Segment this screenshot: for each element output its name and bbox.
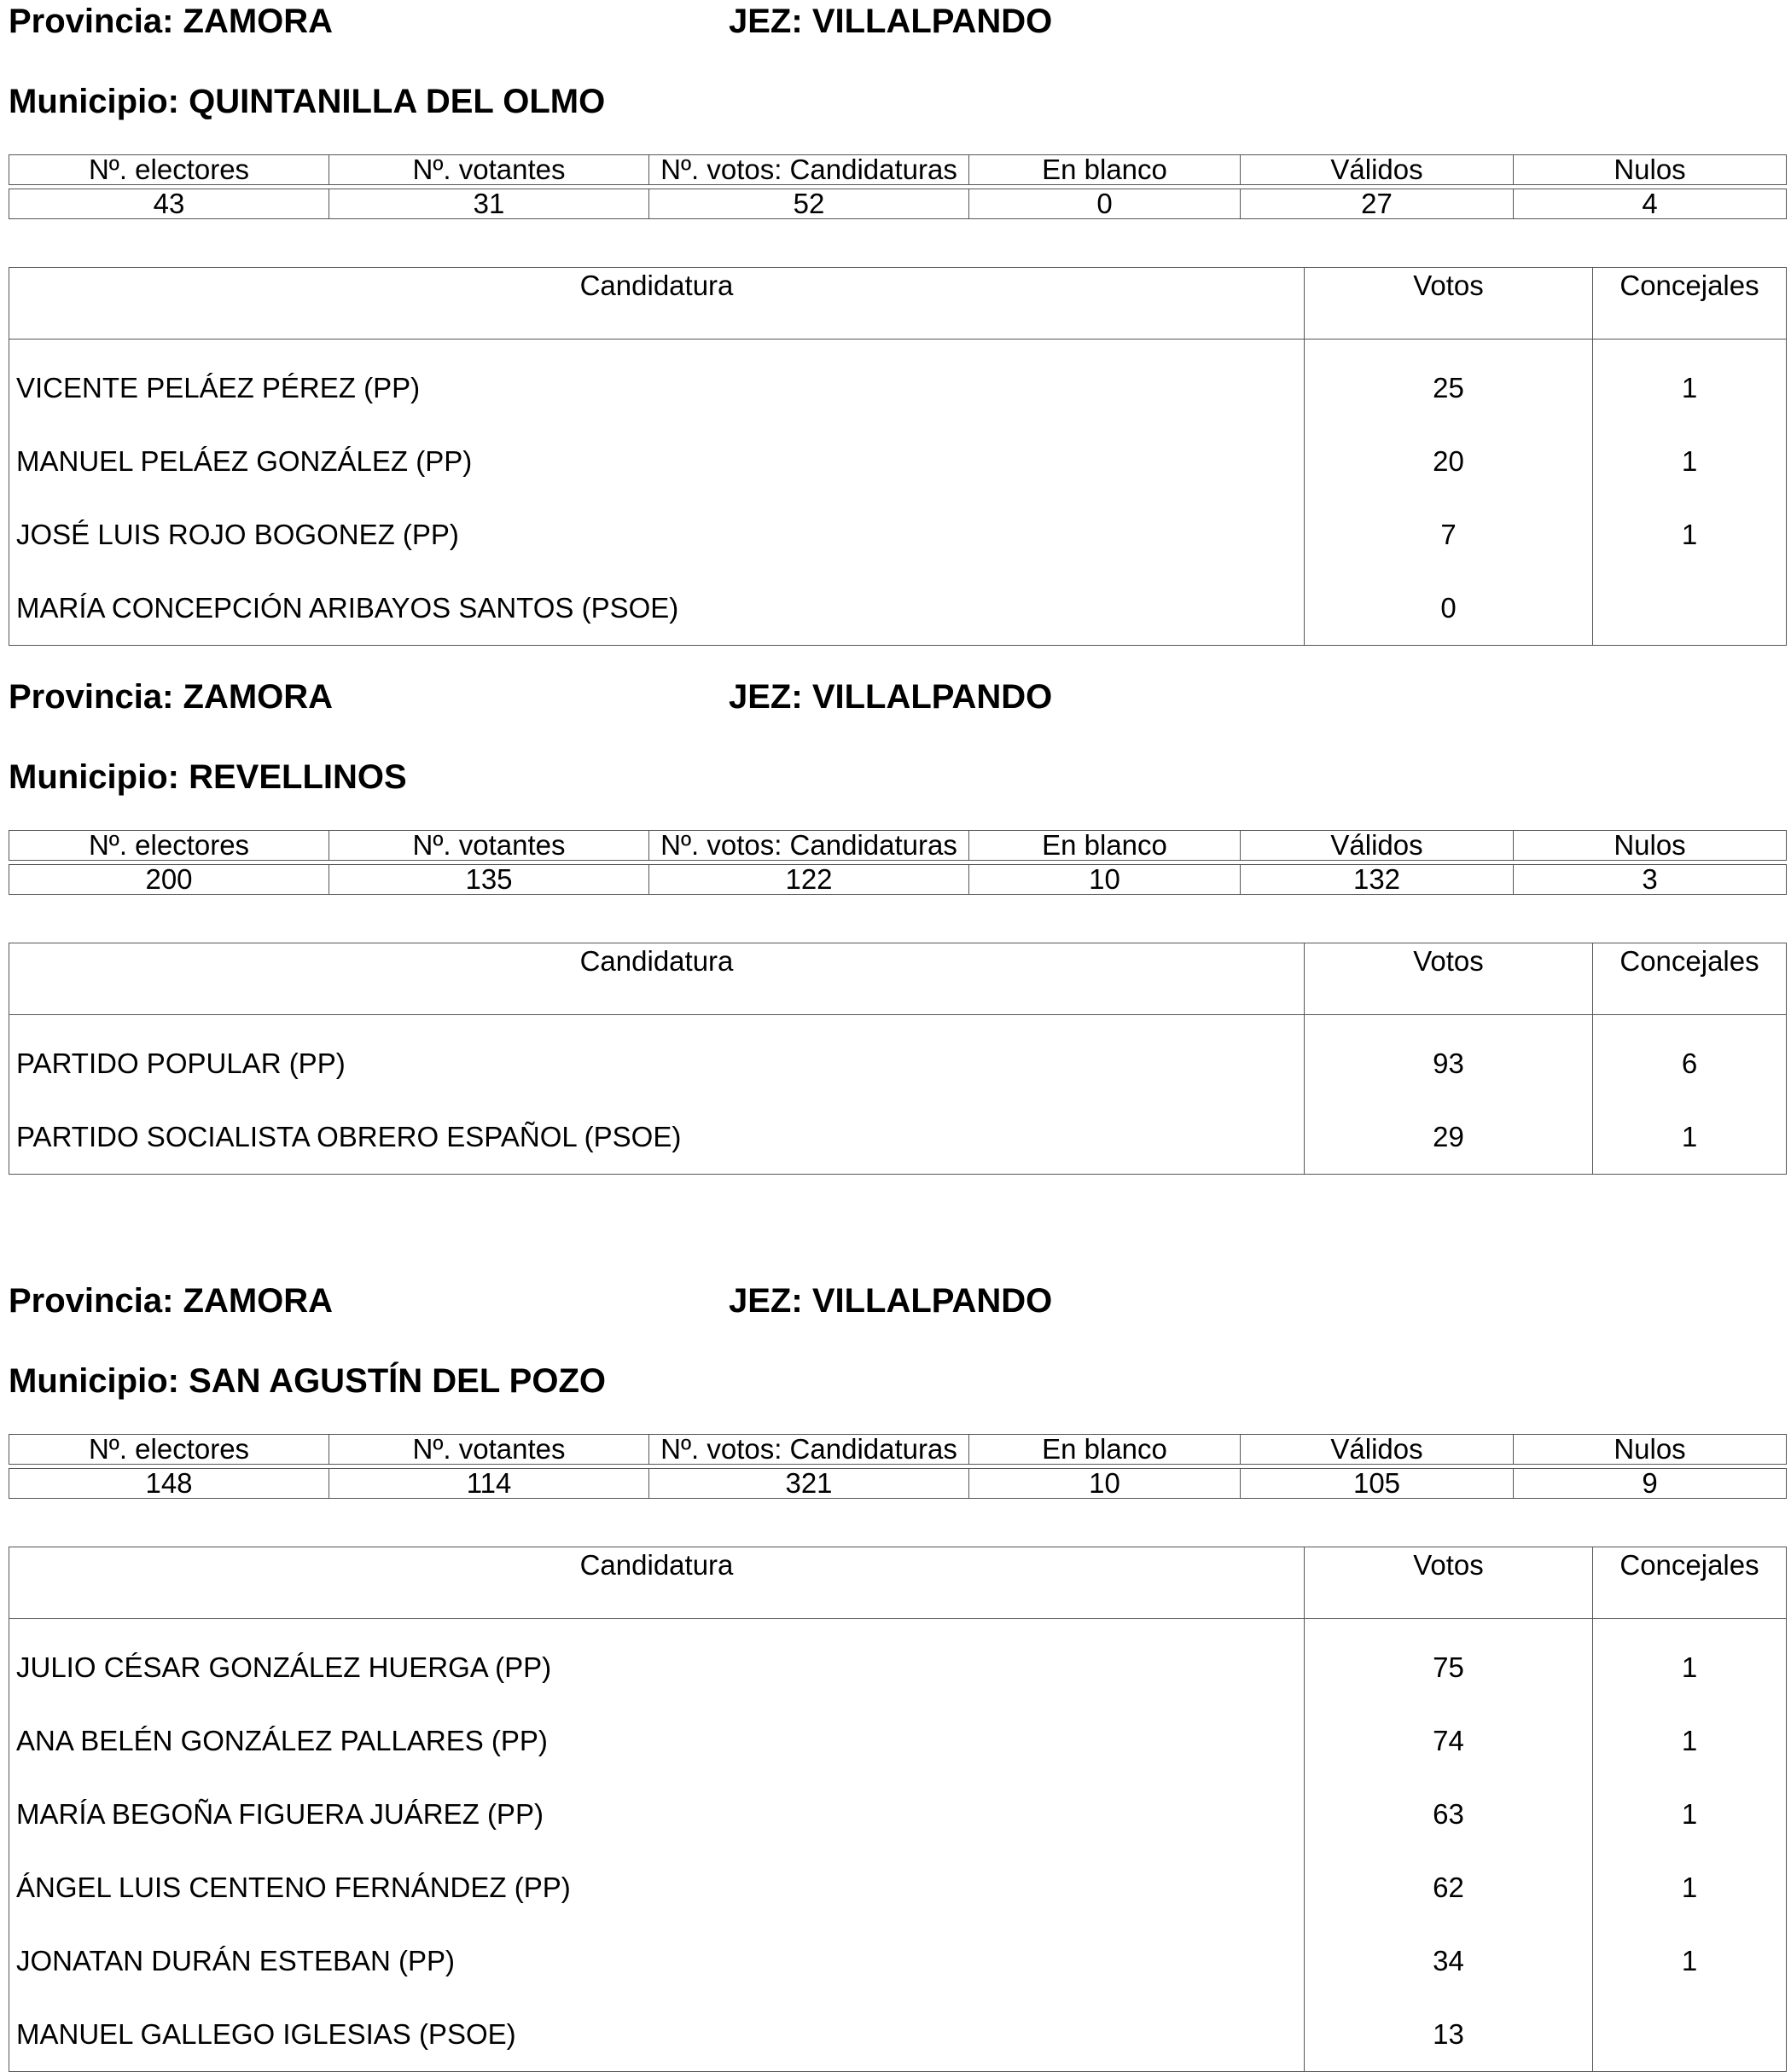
candidate-votos: 25 bbox=[1305, 340, 1593, 426]
provincia-label: Provincia: bbox=[9, 678, 174, 716]
provincia-label: Provincia: bbox=[9, 3, 174, 40]
candidates-table bbox=[9, 267, 1787, 646]
concejales-header: Concejales bbox=[1593, 1547, 1787, 1619]
municipio-label: Municipio: bbox=[9, 83, 179, 120]
candidate-name: PARTIDO SOCIALISTA OBRERO ESPAÑOL (PSOE) bbox=[16, 1121, 682, 1152]
candidate-name: ANA BELÉN GONZÁLEZ PALLARES (PP) bbox=[16, 1725, 548, 1756]
stats-header-cell: Nº. votantes bbox=[329, 155, 649, 185]
stats-value-cell: 200 bbox=[9, 865, 329, 895]
candidate-name: MARÍA BEGOÑA FIGUERA JUÁREZ (PP) bbox=[16, 1798, 544, 1830]
candidate-votos: 75 bbox=[1305, 1619, 1593, 1705]
candidates-header-row bbox=[9, 943, 1787, 1015]
jez-value: VILLALPANDO bbox=[811, 678, 1053, 716]
jez-header bbox=[729, 680, 1052, 714]
stats-value-cell: 27 bbox=[1241, 189, 1514, 219]
stats-header-cell: Válidos bbox=[1241, 831, 1514, 861]
candidate-concejales: 1 bbox=[1593, 1778, 1787, 1851]
votos-header: Votos bbox=[1305, 268, 1593, 340]
candidate-concejales: 1 bbox=[1593, 1851, 1787, 1924]
stats-header-cell: Nº. votos: Candidaturas bbox=[649, 155, 969, 185]
stats-header-cell: Nº. electores bbox=[9, 831, 329, 861]
municipio-header bbox=[9, 1364, 606, 1398]
candidate-row bbox=[9, 1778, 1787, 1851]
votos-header: Votos bbox=[1305, 943, 1593, 1015]
candidate-votos: 93 bbox=[1305, 1015, 1593, 1101]
municipio-value: SAN AGUSTÍN DEL POZO bbox=[189, 1362, 607, 1400]
candidate-concejales: 6 bbox=[1593, 1015, 1787, 1101]
candidate-row bbox=[9, 340, 1787, 426]
stats-table bbox=[9, 1434, 1787, 1499]
stats-header-row bbox=[9, 1435, 1787, 1465]
candidate-name: JOSÉ LUIS ROJO BOGONEZ (PP) bbox=[16, 519, 459, 550]
provincia-header bbox=[9, 1284, 333, 1318]
stats-value-cell: 43 bbox=[9, 189, 329, 219]
candidates-table bbox=[9, 1547, 1787, 2072]
candidate-name: MANUEL PELÁEZ GONZÁLEZ (PP) bbox=[16, 445, 473, 477]
municipio-label: Municipio: bbox=[9, 758, 179, 796]
jez-label: JEZ: bbox=[729, 678, 803, 716]
jez-header bbox=[729, 1284, 1052, 1318]
stats-header-cell: Válidos bbox=[1241, 155, 1514, 185]
stats-header-cell: Nº. electores bbox=[9, 1435, 329, 1465]
candidate-row bbox=[9, 425, 1787, 498]
candidate-row bbox=[9, 1704, 1787, 1778]
candidate-name: MARÍA CONCEPCIÓN ARIBAYOS SANTOS (PSOE) bbox=[16, 592, 679, 624]
candidate-concejales: 1 bbox=[1593, 1704, 1787, 1778]
candidate-row bbox=[9, 498, 1787, 572]
stats-header-cell: En blanco bbox=[969, 1435, 1241, 1465]
stats-header-cell: En blanco bbox=[969, 831, 1241, 861]
candidatura-header: Candidatura bbox=[9, 268, 1305, 340]
candidate-votos: 74 bbox=[1305, 1704, 1593, 1778]
candidate-concejales: 1 bbox=[1593, 498, 1787, 572]
stats-value-cell: 0 bbox=[969, 189, 1241, 219]
stats-value-cell: 31 bbox=[329, 189, 649, 219]
stats-value-cell: 321 bbox=[649, 1469, 969, 1499]
candidatura-header: Candidatura bbox=[9, 943, 1305, 1015]
candidate-concejales: 1 bbox=[1593, 1924, 1787, 1998]
candidate-concejales: 1 bbox=[1593, 1619, 1787, 1705]
stats-header-cell: Nº. votantes bbox=[329, 831, 649, 861]
candidate-concejales: 1 bbox=[1593, 340, 1787, 426]
municipio-value: REVELLINOS bbox=[189, 758, 407, 796]
candidate-concejales bbox=[1593, 572, 1787, 646]
candidate-concejales: 1 bbox=[1593, 1100, 1787, 1175]
stats-value-cell: 148 bbox=[9, 1469, 329, 1499]
municipio-value: QUINTANILLA DEL OLMO bbox=[189, 83, 606, 120]
stats-value-cell: 9 bbox=[1514, 1469, 1787, 1499]
stats-value-row bbox=[9, 189, 1787, 219]
stats-value-cell: 52 bbox=[649, 189, 969, 219]
stats-value-cell: 132 bbox=[1241, 865, 1514, 895]
provincia-header bbox=[9, 4, 333, 38]
candidate-votos: 7 bbox=[1305, 498, 1593, 572]
stats-value-row bbox=[9, 865, 1787, 895]
stats-value-cell: 135 bbox=[329, 865, 649, 895]
provincia-header bbox=[9, 680, 333, 714]
stats-value-cell: 3 bbox=[1514, 865, 1787, 895]
stats-header-cell: Nº. votos: Candidaturas bbox=[649, 1435, 969, 1465]
concejales-header: Concejales bbox=[1593, 268, 1787, 340]
provincia-value: ZAMORA bbox=[183, 3, 334, 40]
candidates-header-row bbox=[9, 268, 1787, 340]
provincia-value: ZAMORA bbox=[183, 678, 334, 716]
candidatura-header: Candidatura bbox=[9, 1547, 1305, 1619]
stats-value-cell: 4 bbox=[1514, 189, 1787, 219]
candidate-votos: 63 bbox=[1305, 1778, 1593, 1851]
candidate-votos: 13 bbox=[1305, 1998, 1593, 2072]
stats-header-cell: Nulos bbox=[1514, 155, 1787, 185]
stats-header-cell: En blanco bbox=[969, 155, 1241, 185]
candidate-concejales bbox=[1593, 1998, 1787, 2072]
stats-header-cell: Nulos bbox=[1514, 831, 1787, 861]
stats-header-row bbox=[9, 155, 1787, 185]
candidate-name: ÁNGEL LUIS CENTENO FERNÁNDEZ (PP) bbox=[16, 1872, 571, 1903]
candidate-row bbox=[9, 1619, 1787, 1705]
candidate-row bbox=[9, 1998, 1787, 2072]
jez-header bbox=[729, 4, 1052, 38]
provincia-value: ZAMORA bbox=[183, 1282, 334, 1320]
municipio-header bbox=[9, 760, 407, 794]
candidate-name: JULIO CÉSAR GONZÁLEZ HUERGA (PP) bbox=[16, 1651, 552, 1683]
concejales-header: Concejales bbox=[1593, 943, 1787, 1015]
candidate-votos: 29 bbox=[1305, 1100, 1593, 1175]
candidate-row bbox=[9, 1015, 1787, 1101]
stats-table bbox=[9, 154, 1787, 219]
candidate-name: JONATAN DURÁN ESTEBAN (PP) bbox=[16, 1945, 455, 1976]
stats-value-row bbox=[9, 1469, 1787, 1499]
stats-value-cell: 10 bbox=[969, 865, 1241, 895]
candidate-row bbox=[9, 1851, 1787, 1924]
municipio-header bbox=[9, 84, 605, 119]
jez-label: JEZ: bbox=[729, 3, 803, 40]
votos-header: Votos bbox=[1305, 1547, 1593, 1619]
candidate-concejales: 1 bbox=[1593, 425, 1787, 498]
jez-value: VILLALPANDO bbox=[811, 3, 1053, 40]
stats-header-cell: Válidos bbox=[1241, 1435, 1514, 1465]
stats-value-cell: 10 bbox=[969, 1469, 1241, 1499]
candidates-header-row bbox=[9, 1547, 1787, 1619]
candidate-votos: 0 bbox=[1305, 572, 1593, 646]
stats-header-cell: Nulos bbox=[1514, 1435, 1787, 1465]
candidate-name: MANUEL GALLEGO IGLESIAS (PSOE) bbox=[16, 2018, 516, 2050]
stats-header-cell: Nº. votantes bbox=[329, 1435, 649, 1465]
candidate-row bbox=[9, 1100, 1787, 1175]
stats-table bbox=[9, 830, 1787, 895]
stats-value-cell: 105 bbox=[1241, 1469, 1514, 1499]
stats-value-cell: 114 bbox=[329, 1469, 649, 1499]
candidate-row bbox=[9, 572, 1787, 646]
jez-label: JEZ: bbox=[729, 1282, 803, 1320]
stats-header-cell: Nº. votos: Candidaturas bbox=[649, 831, 969, 861]
candidates-table bbox=[9, 943, 1787, 1175]
candidate-name: PARTIDO POPULAR (PP) bbox=[16, 1048, 346, 1079]
jez-value: VILLALPANDO bbox=[811, 1282, 1053, 1320]
stats-header-cell: Nº. electores bbox=[9, 155, 329, 185]
candidate-votos: 20 bbox=[1305, 425, 1593, 498]
candidate-row bbox=[9, 1924, 1787, 1998]
provincia-label: Provincia: bbox=[9, 1282, 174, 1320]
candidate-votos: 34 bbox=[1305, 1924, 1593, 1998]
candidate-name: VICENTE PELÁEZ PÉREZ (PP) bbox=[16, 372, 421, 403]
stats-header-row bbox=[9, 831, 1787, 861]
candidate-votos: 62 bbox=[1305, 1851, 1593, 1924]
municipio-label: Municipio: bbox=[9, 1362, 179, 1400]
stats-value-cell: 122 bbox=[649, 865, 969, 895]
